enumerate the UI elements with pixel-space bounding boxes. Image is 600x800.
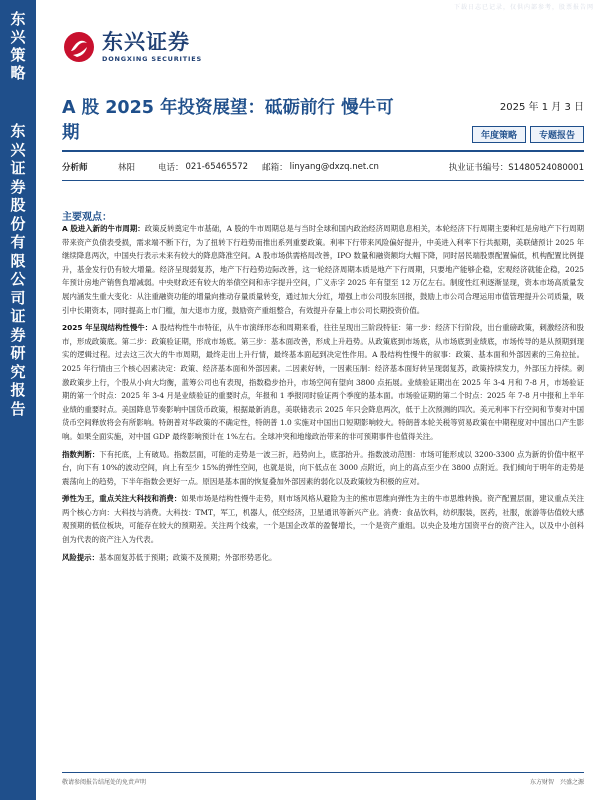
footer-disclaimer: 敬请参阅报告结尾处的免责声明: [62, 779, 147, 786]
email-label: 邮箱：: [262, 163, 288, 173]
company-logo: [62, 30, 202, 64]
paragraph-structural-bull: [62, 321, 584, 443]
analyst-email[interactable]: linyang@dxzq.net.cn: [289, 162, 379, 172]
paragraph-bull-market: [62, 222, 584, 317]
analyst-phone: 021-65465572: [185, 162, 249, 172]
paragraph-lead: A 股进入新的牛市周期：: [62, 224, 145, 233]
paragraph-text: A 股结构性牛市特征，从牛市演绎形态和周期来看，往往呈现出三阶段特征：第一步：经济下行阶段，出台重磅政策，刺激经济和股市，形成政策底。第二步：政策验证期，形成市场底。第三步：基本面改善，形成上升趋势。从政策底到市场底，从市场底到业绩底，市场传导的是从预期到现实的逻辑过程。过去这三次大的牛市周期，最终走出上升行情，最终基本面起到决定性作用。A 股结构性慢牛的叙事：政策、基本面和外部因素的三角拉扯。2025 年行情由三个核心因素决定：政策、经济基本面和外部因素。二因素好转，一因素压制：经济基本面好转呈现弱复苏，政策持续发力，外部压力持续。刺激政策步上行，个股从小向大均衡，蓝筹公司也有表现，指数稳步抬升，市场空间有望向 3800 点拓展。业绩验证期出在 2025 年 3-4 月和 7-8 月，市场验证期的第一个时点：2025 年 3-4 月是业绩验证的重要时点，年报和 1 季报同时验证两个季度的基本面。市场验证期的第二个时点：2025 年 7-8 月中报和上半年业绩的重要时点。美国降息节奏影响中国货币政策，根据最新消息，美联储表示 2025 年只会降息两次，低于上次预测的四次。美元利率下行空间和节奏对中国货币空间释放将会有所影响。特朗普对华政策的不确定性，特朗普 1.0 实施对中国出口短期影响较大。特朗普本轮关税等贸易政策在中期程度对中国出口产生影响。如果全面实施，对中国 GDP 最终影响预计在 1%左右。全球冲突和地缘政治带来的非可预期事件也值得关注。: [62, 323, 584, 441]
sidebar: [0, 0, 36, 800]
tag-annual-strategy: 年度策略: [472, 126, 526, 143]
license-label: 执业证书编号：: [448, 163, 509, 173]
paragraph-lead: 2025 年呈现结构性慢牛：: [62, 323, 153, 333]
footer-divider: [62, 772, 584, 773]
logo-name-cn: 东兴证券: [102, 30, 190, 54]
report-tags: [472, 126, 584, 143]
paragraph-lead: 风险提示：: [62, 552, 99, 562]
analyst-label: 分析师: [62, 163, 88, 173]
analyst-bar: [62, 158, 584, 181]
footer-slogan: 东方财智 兴盛之源: [529, 779, 584, 786]
report-body: [62, 222, 584, 568]
sidebar-bottom-band: [0, 110, 36, 800]
paragraph-text: 政策反转奠定牛市基础，A 股的牛市周期总是与当时全球和国内政治经济周期息息相关，本轮经济下行周期主要种红是房地产下行周期带来资产负债表受损，需求端不断下行，为了扭转下行趋势而推出系列重要政策。利率下行带来风险偏好提升，中美进入利率下行共振期，美联储预计 2025 年继续降息两次，中国央行表示未来有较大的降息降准空间。A 股市场供需格局改善，IPO 数量和融资额均大幅下降，同时居民端股票配置偏低，机构配置比例提升，基金发行仍有较大增量。经济呈现弱复苏，地产下行趋势边际改善，这一轮经济周期本质是地产下行周期，只要地产能够企稳，宏观经济就能企稳，2025 年预计房地产销售負增减弱。中央财政还有较大的举债空间和赤字提升空间，广义赤字 2025 年有望至 12 万亿左右。制度性红利逐渐显现，资本市场高质量发展内涵发生重大变化：从注重融资功能的增量向推动存量质量转变，通过加大分红，增强上市公司股东回报，鼓励上市公司合理运用市值管理提升公司质量，吸引中长期资本，同时提高上市门槛，加大退市力度，鼓励资产重组整合，有效提升存量上市公司长期投资价值。: [62, 224, 584, 315]
report-title: A 股 2025 年投资展望：砥砺前行 慢牛可期: [62, 98, 394, 143]
logo-name-en: DONGXING SECURITIES: [102, 55, 202, 63]
license-number: [449, 161, 584, 173]
paragraph-sector-focus: [62, 492, 584, 546]
sidebar-top-band: [0, 0, 36, 110]
section-title: 主要观点：: [62, 212, 112, 223]
license-value: S1480524080001: [508, 163, 584, 173]
paragraph-lead: 弹性为王，重点关注大科技和消费：: [62, 494, 182, 504]
paragraph-risk: [62, 551, 584, 565]
tag-special-report: 专题报告: [530, 126, 584, 143]
paragraph-text: 基本面复苏低于预期；政策不及预期；外部形势恶化。: [98, 552, 277, 562]
sidebar-report-type: 东兴策略: [10, 10, 26, 82]
paragraph-text: 下有托底，上有破局。指数层面，可能的走势是一波三折，趋势向上，底部抬升。指数波动范围：市场可能形成以 3200-3300 点为新的价值中枢平台，向下有 10%的波动空间，向上有至少 15%的弹性空间，也就是说，向下低点在 3000 点附近，向上的高点至少在 3800 点附近。我们倾向于明年的走势是震荡向上的趋势，下半年指数会更好一点。原因是基本面的恢复叠加外部因素的弱化以及政策较为积极的应对。: [62, 449, 584, 486]
phone-label: 电话：: [158, 163, 184, 173]
title-divider: [62, 150, 584, 152]
watermark: 下载日志已记录，仅供内部参考，股票报告网: [453, 4, 594, 11]
paragraph-index-judgement: [62, 448, 584, 489]
logo-emblem-icon: [62, 30, 96, 64]
sidebar-company-name: 东兴证券股份有限公司证券研究报告: [10, 122, 26, 418]
paragraph-text: 如果市场是结构性慢牛走势，则市场风格从避险为主的熊市思维向弹性为主的牛市思维转换。资产配置层面，建议重点关注两个核心方向：大科技与消费。大科技：TMT，军工，机器人，低空经济，卫星通讯等新兴产业。消费：食品饮料，纺织服装，医药，社服，旅游等估值较大感观预期的低位板块，可能存在较大的预期差。关注两个线索，一个是国企改革的盈餐增长，一个是资产重组。以央企及地方国资平台的资产注入，以及中小创科创为代表的资产注入为代表。: [62, 494, 584, 545]
paragraph-lead: 指数判断：: [62, 449, 100, 459]
analyst-name: 林阳: [118, 163, 136, 173]
report-date: 2025 年 1 月 3 日: [499, 102, 584, 113]
